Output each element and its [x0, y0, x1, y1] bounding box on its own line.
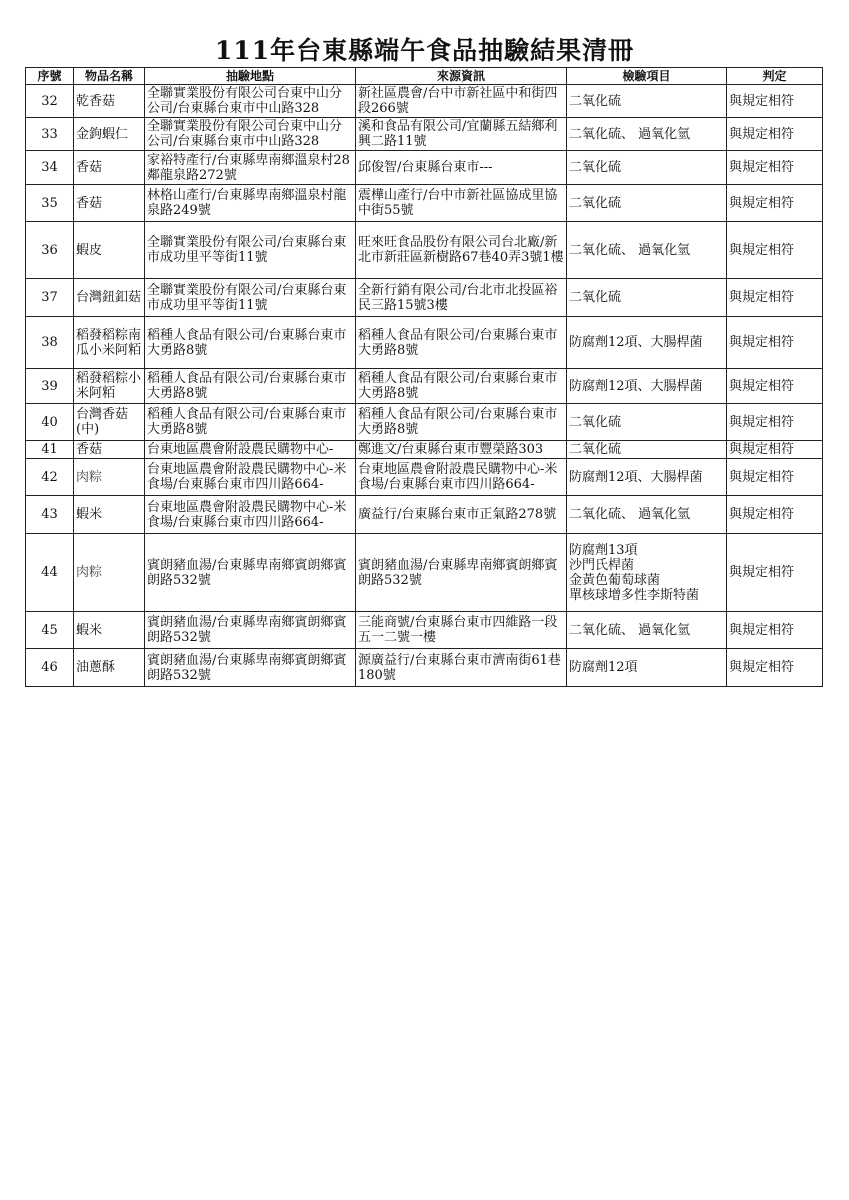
row-sampling-location: 全聯實業股份有限公司/台東縣台東市成功里平等街11號 [145, 222, 356, 279]
row-serial-no: 42 [26, 459, 74, 496]
header-sampling-location: 抽驗地點 [145, 68, 356, 85]
row-test-items: 防腐劑12項、大腸桿菌 [567, 369, 727, 404]
document-title: 111年台東縣端午食品抽驗結果清冊 [214, 36, 635, 65]
table-row [26, 369, 823, 404]
row-source-info: 全新行銷有限公司/台北市北投區裕民三路15號3樓 [356, 279, 567, 317]
row-verdict: 與規定相符 [727, 185, 823, 222]
table-row [26, 612, 823, 649]
row-serial-no: 38 [26, 317, 74, 369]
row-serial-no: 43 [26, 496, 74, 534]
row-item-name: 油蔥酥 [74, 649, 145, 687]
row-sampling-location: 林格山產行/台東縣卑南鄉溫泉村龍泉路249號 [145, 185, 356, 222]
row-serial-no: 39 [26, 369, 74, 404]
row-source-info: 源廣益行/台東縣台東市濟南街61巷180號 [356, 649, 567, 687]
table-row [26, 649, 823, 687]
row-serial-no: 33 [26, 118, 74, 151]
row-source-info: 廣益行/台東縣台東市正氣路278號 [356, 496, 567, 534]
row-source-info: 賓朗豬血湯/台東縣卑南鄉賓朗鄉賓朗路532號 [356, 534, 567, 612]
table-row [26, 185, 823, 222]
row-verdict: 與規定相符 [727, 279, 823, 317]
row-test-items: 二氧化硫 [567, 279, 727, 317]
header-source-info: 來源資訊 [356, 68, 567, 85]
row-test-items: 防腐劑13項 沙門氏桿菌 金黃色葡萄球菌 單核球增多性李斯特菌 [567, 534, 727, 612]
row-verdict: 與規定相符 [727, 612, 823, 649]
row-source-info: 溪和食品有限公司/宜蘭縣五結鄉利興二路11號 [356, 118, 567, 151]
table-row [26, 459, 823, 496]
row-verdict: 與規定相符 [727, 85, 823, 118]
row-item-name: 肉粽 [74, 534, 145, 612]
row-sampling-location: 稻種人食品有限公司/台東縣台東市大勇路8號 [145, 317, 356, 369]
row-source-info: 稻種人食品有限公司/台東縣台東市大勇路8號 [356, 404, 567, 441]
row-test-items: 二氧化硫 [567, 404, 727, 441]
row-test-items: 防腐劑12項 [567, 649, 727, 687]
table-row [26, 534, 823, 612]
table-row [26, 222, 823, 279]
row-sampling-location: 賓朗豬血湯/台東縣卑南鄉賓朗鄉賓朗路532號 [145, 534, 356, 612]
row-test-items: 防腐劑12項、大腸桿菌 [567, 459, 727, 496]
row-verdict: 與規定相符 [727, 222, 823, 279]
row-sampling-location: 台東地區農會附設農民購物中心-米食場/台東縣台東市四川路664- [145, 459, 356, 496]
row-item-name: 台灣香菇(中) [74, 404, 145, 441]
row-source-info: 旺來旺食品股份有限公司台北廠/新北市新莊區新樹路67巷40弄3號1樓 [356, 222, 567, 279]
row-sampling-location: 稻種人食品有限公司/台東縣台東市大勇路8號 [145, 369, 356, 404]
row-source-info: 邱俊智/台東縣台東市--- [356, 151, 567, 185]
row-item-name: 稻發稻粽南瓜小米阿粨 [74, 317, 145, 369]
row-source-info: 新社區農會/台中市新社區中和街四段266號 [356, 85, 567, 118]
row-serial-no: 46 [26, 649, 74, 687]
row-source-info: 鄭進文/台東縣台東市豐榮路303 [356, 441, 567, 459]
row-serial-no: 34 [26, 151, 74, 185]
row-item-name: 稻發稻粽小米阿粨 [74, 369, 145, 404]
row-sampling-location: 稻種人食品有限公司/台東縣台東市大勇路8號 [145, 404, 356, 441]
row-verdict: 與規定相符 [727, 317, 823, 369]
row-item-name: 肉粽 [74, 459, 145, 496]
row-verdict: 與規定相符 [727, 369, 823, 404]
row-serial-no: 41 [26, 441, 74, 459]
row-item-name: 香菇 [74, 151, 145, 185]
row-source-info: 三能商號/台東縣台東市四維路一段五一二號一樓 [356, 612, 567, 649]
row-verdict: 與規定相符 [727, 441, 823, 459]
row-sampling-location: 全聯實業股份有限公司/台東縣台東市成功里平等街11號 [145, 279, 356, 317]
row-sampling-location: 全聯實業股份有限公司台東中山分公司/台東縣台東市中山路328 [145, 85, 356, 118]
row-test-items: 二氧化硫 [567, 85, 727, 118]
row-source-info: 稻種人食品有限公司/台東縣台東市大勇路8號 [356, 369, 567, 404]
table-row [26, 118, 823, 151]
row-source-info: 震樺山產行/台中市新社區協成里協中街55號 [356, 185, 567, 222]
table-row [26, 496, 823, 534]
table-body [26, 85, 823, 687]
table-row [26, 441, 823, 459]
row-serial-no: 45 [26, 612, 74, 649]
row-serial-no: 36 [26, 222, 74, 279]
table-row [26, 317, 823, 369]
row-test-items: 二氧化硫 [567, 185, 727, 222]
row-serial-no: 35 [26, 185, 74, 222]
row-test-items: 二氧化硫、 過氧化氫 [567, 222, 727, 279]
row-test-items: 二氧化硫、 過氧化氫 [567, 496, 727, 534]
row-test-items: 二氧化硫、 過氧化氫 [567, 612, 727, 649]
table-row [26, 279, 823, 317]
row-test-items: 防腐劑12項、大腸桿菌 [567, 317, 727, 369]
row-serial-no: 32 [26, 85, 74, 118]
row-item-name: 蝦米 [74, 496, 145, 534]
row-item-name: 香菇 [74, 441, 145, 459]
row-serial-no: 40 [26, 404, 74, 441]
row-verdict: 與規定相符 [727, 534, 823, 612]
row-serial-no: 37 [26, 279, 74, 317]
row-verdict: 與規定相符 [727, 118, 823, 151]
row-test-items: 二氧化硫 [567, 441, 727, 459]
row-sampling-location: 賓朗豬血湯/台東縣卑南鄉賓朗鄉賓朗路532號 [145, 612, 356, 649]
row-sampling-location: 全聯實業股份有限公司台東中山分公司/台東縣台東市中山路328 [145, 118, 356, 151]
header-verdict: 判定 [727, 68, 823, 85]
header-test-items: 檢驗項目 [567, 68, 727, 85]
row-verdict: 與規定相符 [727, 496, 823, 534]
row-source-info: 稻種人食品有限公司/台東縣台東市大勇路8號 [356, 317, 567, 369]
row-item-name: 香菇 [74, 185, 145, 222]
row-source-info: 台東地區農會附設農民購物中心-米食場/台東縣台東市四川路664- [356, 459, 567, 496]
row-verdict: 與規定相符 [727, 151, 823, 185]
table-header-row [26, 68, 823, 85]
row-item-name: 乾香菇 [74, 85, 145, 118]
row-test-items: 二氧化硫、 過氧化氫 [567, 118, 727, 151]
row-test-items: 二氧化硫 [567, 151, 727, 185]
row-item-name: 蝦皮 [74, 222, 145, 279]
row-item-name: 台灣鈕釦菇 [74, 279, 145, 317]
row-serial-no: 44 [26, 534, 74, 612]
header-item-name: 物品名稱 [74, 68, 145, 85]
row-verdict: 與規定相符 [727, 404, 823, 441]
row-item-name: 金鉤蝦仁 [74, 118, 145, 151]
table-row [26, 85, 823, 118]
table-row [26, 404, 823, 441]
table-row [26, 151, 823, 185]
row-sampling-location: 台東地區農會附設農民購物中心- [145, 441, 356, 459]
inspection-results-table [25, 67, 823, 687]
header-serial-no: 序號 [26, 68, 74, 85]
row-sampling-location: 家裕特產行/台東縣卑南鄉溫泉村28鄰龍泉路272號 [145, 151, 356, 185]
row-verdict: 與規定相符 [727, 459, 823, 496]
row-sampling-location: 賓朗豬血湯/台東縣卑南鄉賓朗鄉賓朗路532號 [145, 649, 356, 687]
row-item-name: 蝦米 [74, 612, 145, 649]
row-verdict: 與規定相符 [727, 649, 823, 687]
row-sampling-location: 台東地區農會附設農民購物中心-米食場/台東縣台東市四川路664- [145, 496, 356, 534]
